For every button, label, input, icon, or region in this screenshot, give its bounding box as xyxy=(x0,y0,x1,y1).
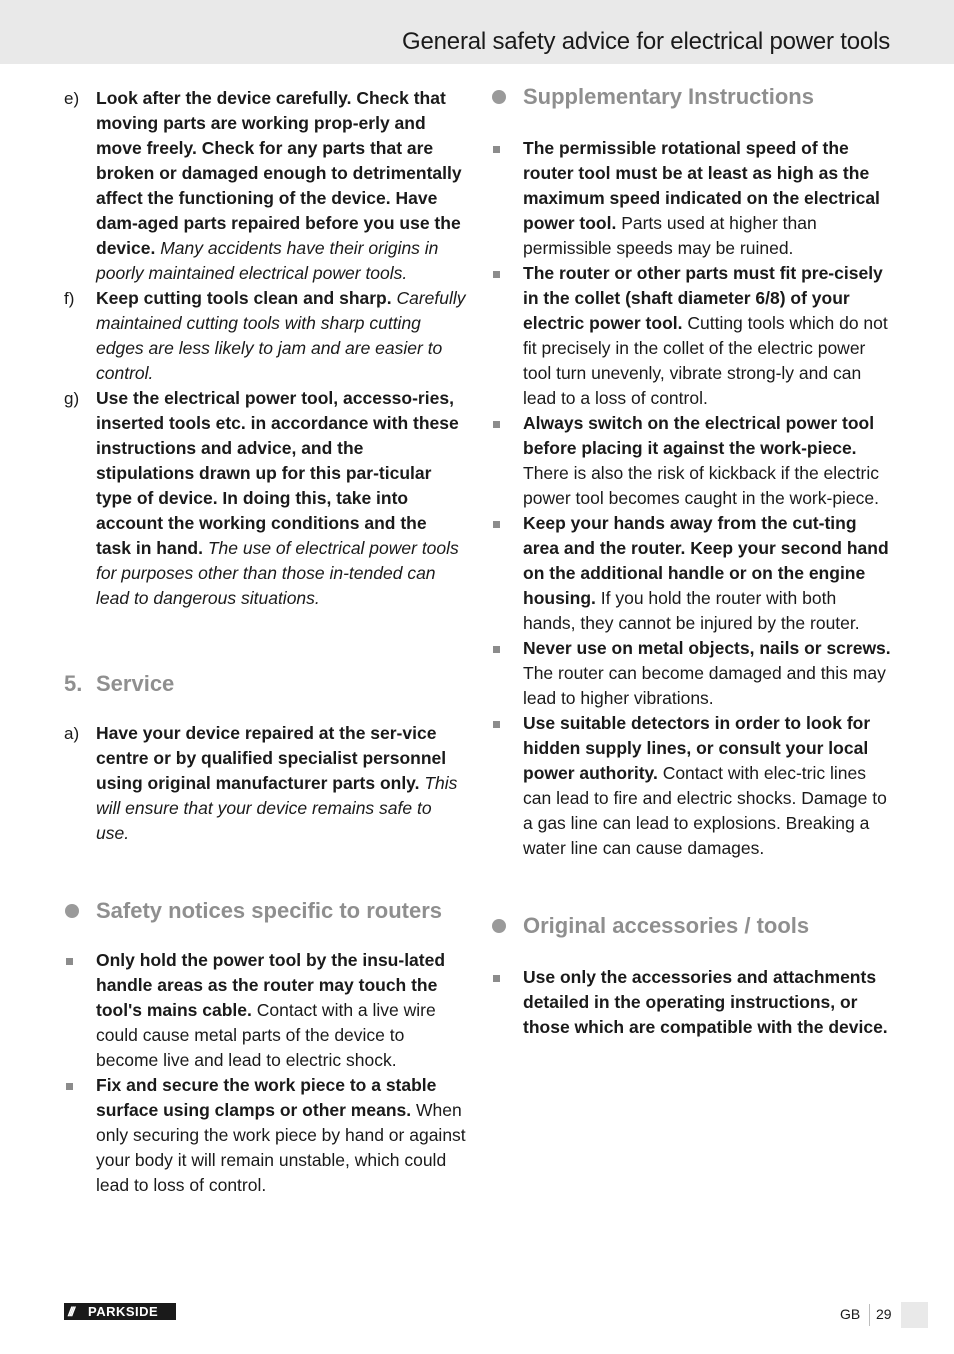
list-item xyxy=(491,636,893,711)
square-bullet-icon xyxy=(493,646,500,653)
item-bold-text: Use suitable detectors in order to look for hidden supply lines, or consult your local power authority. xyxy=(523,713,871,783)
item-bold-text: Fix and secure the work piece to a stable surface using clamps or other means. xyxy=(96,1075,437,1120)
item-rest-text: The use of electrical power tools for purposes other than those in-tended can lead to dangerous situations. xyxy=(96,538,459,608)
left-column xyxy=(64,86,466,1198)
item-bold-text: The permissible rotational speed of the router tool must be at least as high as the maximum speed indicated on the electrical power tool. xyxy=(523,138,880,233)
square-bullet-icon xyxy=(66,958,73,965)
item-marker: f) xyxy=(64,289,75,308)
section-title: Safety notices specific to routers xyxy=(96,898,442,923)
list-item xyxy=(491,261,893,411)
item-rest-text: The router can become damaged and this may lead to higher vibrations. xyxy=(523,663,886,708)
section-number: 5. xyxy=(64,671,83,696)
square-bullet-icon xyxy=(493,721,500,728)
section-title: Service xyxy=(96,671,175,696)
list-item xyxy=(491,711,893,861)
item-rest-text: Contact with elec-tric lines can lead to fire and electric shocks. Damage to a gas line can lead to explosions. Breaking a water line can cause damages. xyxy=(523,763,887,858)
item-rest-text: Many accidents have their origins in poorly maintained electrical power tools. xyxy=(96,238,439,283)
list-item xyxy=(491,136,893,261)
service-heading xyxy=(64,669,466,699)
item-rest-text: Parts used at higher than permissible speeds may be ruined. xyxy=(523,213,817,258)
item-rest-text: Carefully maintained cutting tools with sharp cutting edges are less likely to jam and are easier to control. xyxy=(96,288,466,383)
right-column xyxy=(491,82,893,1040)
square-bullet-icon xyxy=(493,146,500,153)
item-rest-text: When only securing the work piece by hand or against your body it will remain unstable, which could lead to loss of control. xyxy=(96,1100,466,1195)
item-bold-text: Have your device repaired at the ser-vice centre or by qualified specialist personnel using original manufacturer parts only. xyxy=(96,723,447,793)
item-bold-text: Always switch on the electrical power tool before placing it against the work-piece. xyxy=(523,413,875,458)
bullet-dot-icon xyxy=(492,919,506,933)
bullet-dot-icon xyxy=(65,904,79,918)
square-bullet-icon xyxy=(493,271,500,278)
item-rest-text: There is also the risk of kickback if the electric power tool becomes caught in the work-piece. xyxy=(523,463,880,508)
bullet-dot-icon xyxy=(492,90,506,104)
list-item xyxy=(491,965,893,1040)
logo-brand: PARKSIDE xyxy=(88,1304,159,1319)
list-item xyxy=(64,948,466,1073)
section-title: Supplementary Instructions xyxy=(523,84,814,109)
item-rest-text: Cutting tools which do not fit precisely in the collet of the electric power tool turn unevenly, vibrate strong-ly and can lead to a loss of control. xyxy=(523,313,888,408)
square-bullet-icon xyxy=(493,421,500,428)
routers-heading xyxy=(64,896,466,926)
item-rest-text: If you hold the router with both hands, they cannot be injured by the router. xyxy=(523,588,860,633)
item-bold-text: Use the electrical power tool, accesso-ries, inserted tools etc. in accordance with these instructions and advice, and the stipulations drawn up for this par-ticular type of device. In doing this, take into account the working conditions and the task in hand. xyxy=(96,388,459,558)
square-bullet-icon xyxy=(493,975,500,982)
list-item xyxy=(64,721,466,846)
logo-slashes: /// xyxy=(68,1304,73,1319)
item-rest-text: Contact with a live wire could cause metal parts of the device to become live and lead to electric shock. xyxy=(96,1000,436,1070)
list-item xyxy=(64,86,466,286)
item-marker: g) xyxy=(64,389,80,408)
item-bold-text: Use only the accessories and attachments detailed in the operating instructions, or those which are compatible with the device. xyxy=(523,967,888,1037)
list-item xyxy=(64,1073,466,1198)
square-bullet-icon xyxy=(493,521,500,528)
supplementary-heading xyxy=(491,82,893,112)
list-item xyxy=(64,386,466,611)
footer-tab xyxy=(901,1302,928,1328)
list-item xyxy=(64,286,466,386)
page-number: 29 xyxy=(876,1306,892,1322)
item-bold-text: Look after the device carefully. Check that moving parts are working prop-erly and move freely. Check for any parts that are broken or damaged enough to detrimentally affect the functioning of the device. Have dam-aged parts repaired before you use the device. xyxy=(96,88,462,258)
square-bullet-icon xyxy=(66,1083,73,1090)
item-bold-text: Never use on metal objects, nails or screws. xyxy=(523,638,891,658)
item-marker: a) xyxy=(64,724,80,743)
section-title: Original accessories / tools xyxy=(523,913,810,938)
item-bold-text: Keep cutting tools clean and sharp. xyxy=(96,288,392,308)
accessories-heading xyxy=(491,911,893,941)
page-header xyxy=(0,0,954,64)
footer-divider xyxy=(869,1304,870,1326)
item-rest-text: This will ensure that your device remains safe to use. xyxy=(96,773,458,843)
item-bold-text: Only hold the power tool by the insu-lated handle areas as the router may touch the tool's mains cable. xyxy=(96,950,446,1020)
language-code: GB xyxy=(840,1306,861,1322)
page-title: General safety advice for electrical power tools xyxy=(402,28,890,55)
list-item xyxy=(491,411,893,511)
item-bold-text: The router or other parts must fit pre-cisely in the collet (shaft diameter 6/8) of your electric power tool. xyxy=(523,263,883,333)
parkside-logo xyxy=(64,1303,176,1320)
list-item xyxy=(491,511,893,636)
item-marker: e) xyxy=(64,89,80,108)
item-bold-text: Keep your hands away from the cut-ting area and the router. Keep your second hand on the additional handle or on the engine housing. xyxy=(523,513,889,608)
